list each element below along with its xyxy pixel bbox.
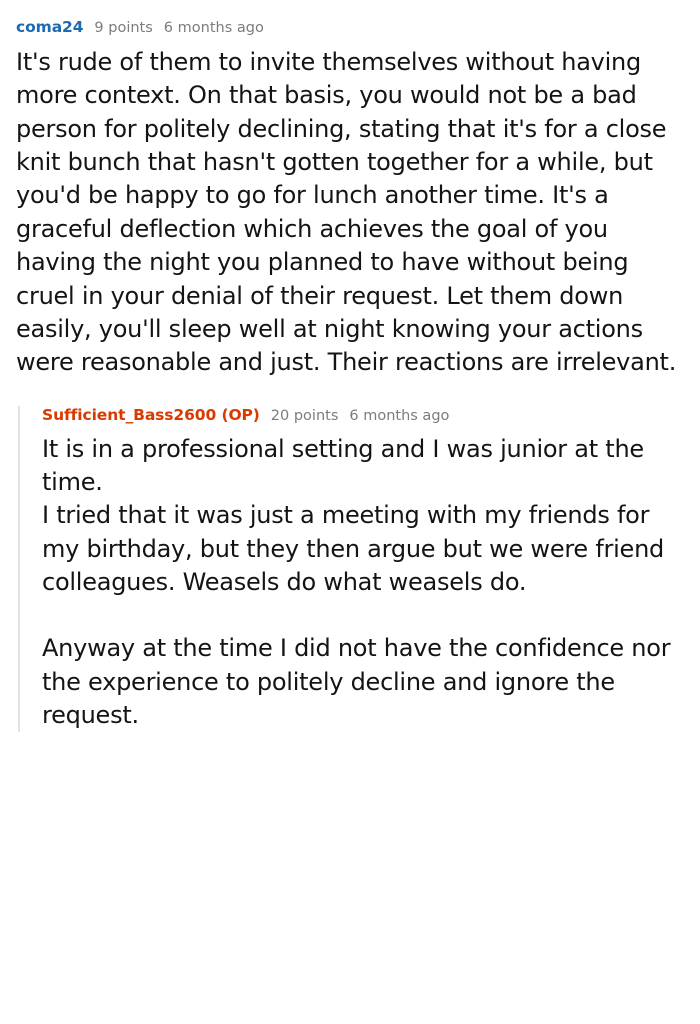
comment-score: 20 points <box>270 407 339 424</box>
comment-timestamp[interactable]: 6 months ago <box>349 407 450 424</box>
comment-body <box>16 46 684 380</box>
comment-paragraph: It is in a professional setting and I was junior at the time. <box>42 434 644 496</box>
comment-meta <box>16 18 684 36</box>
comment-paragraph: Anyway at the time I did not have the confidence nor the experience to politely decline and ignore the request. <box>42 634 671 730</box>
comment-top <box>16 18 684 380</box>
comment-reply-op <box>18 406 684 733</box>
comment-meta <box>42 406 684 424</box>
comment-timestamp[interactable]: 6 months ago <box>163 20 264 36</box>
comment-paragraph: It's rude of them to invite themselves without having more context. On that basis, you would not be a bad person for politely declining, stating that it's for a close knit bunch that hasn't gotten together for a while, but you'd be happy to go for lunch another time. It's a graceful deflection which achieves the goal of you having the night you planned to have without being cruel in your denial of their request. Let them down easily, you'll sleep well at night knowing your actions were reasonable and just. Their reactions are irrelevant. <box>16 48 677 377</box>
comment-body <box>42 433 684 733</box>
comment-author-link[interactable]: coma24 <box>16 18 84 36</box>
comment-score: 9 points <box>94 20 153 36</box>
paragraph-spacer <box>42 599 684 632</box>
comment-author-link[interactable]: Sufficient_Bass2600 (OP) <box>42 405 260 424</box>
comment-paragraph: I tried that it was just a meeting with my friends for my birthday, but they then argue but we were friend colleagues. Weasels do what weasels do. <box>42 501 665 597</box>
